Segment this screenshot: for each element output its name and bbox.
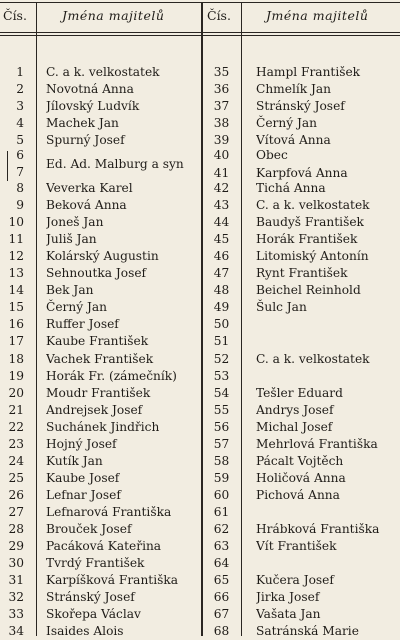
lot-number: 3	[16, 99, 24, 114]
lot-number: 7	[16, 165, 24, 179]
header-owners-left: Jména majitelů	[62, 8, 165, 23]
lot-number: 34	[8, 624, 24, 639]
table-row	[0, 196, 400, 214]
owner-name: Stránský Josef	[46, 590, 135, 605]
lot-number: 8	[16, 181, 24, 195]
owner-name	[256, 332, 398, 350]
lot-number: 50	[213, 317, 230, 332]
table-row	[0, 486, 400, 504]
header-number-right: Čís.	[207, 8, 231, 23]
table-row	[0, 264, 400, 282]
lot-number: 62	[213, 522, 230, 536]
table-row	[0, 97, 400, 115]
lot-number: 25	[8, 470, 24, 485]
lot-number: 59	[213, 470, 230, 485]
table-row	[0, 384, 400, 402]
owner-name: Machek Jan	[46, 116, 119, 131]
lot-number: 32	[8, 590, 24, 605]
owner-name	[256, 315, 398, 333]
lot-number: 51	[213, 334, 230, 349]
lot-number: 6	[16, 148, 24, 162]
table-row	[0, 230, 400, 248]
lot-number: 44	[213, 215, 230, 230]
table-row	[0, 452, 400, 470]
owner-name: Beichel Reinhold	[256, 283, 361, 298]
table-row	[0, 247, 400, 265]
table-row	[0, 315, 400, 333]
lot-number: 22	[8, 419, 24, 434]
lot-number: 27	[8, 504, 24, 519]
owner-name: Pácalt Vojtěch	[256, 453, 344, 468]
owner-name: Vít František	[256, 539, 337, 554]
lot-number: 64	[213, 556, 230, 571]
owner-name: Kaube Josef	[46, 470, 120, 485]
table-row	[0, 63, 400, 81]
table-row	[0, 554, 400, 572]
lot-number: 4	[16, 116, 24, 131]
table-row	[0, 80, 400, 98]
lot-number: 17	[8, 334, 24, 349]
owner-name: C. a k. velkostatek	[256, 198, 370, 213]
owner-name: Bek Jan	[46, 283, 94, 298]
owner-name: Obec	[256, 148, 288, 162]
lot-number: 23	[8, 436, 24, 451]
lot-number: 66	[213, 590, 230, 605]
owner-name: Baudyš František	[256, 215, 364, 230]
owner-name: Moudr František	[46, 385, 151, 400]
owner-name: Vašata Jan	[256, 607, 321, 622]
owner-name	[256, 503, 398, 521]
lot-number: 58	[213, 453, 230, 468]
lot-number: 46	[213, 249, 230, 264]
owner-name: Karpfová Anna	[256, 166, 348, 180]
lot-number: 9	[16, 198, 24, 213]
lot-number: 43	[213, 198, 230, 213]
lot-number: 54	[213, 385, 230, 400]
lot-number: 29	[8, 539, 24, 554]
table-row	[0, 179, 400, 197]
owner-name: Tvrdý František	[46, 556, 145, 571]
lot-number: 14	[8, 283, 24, 298]
table-row	[0, 401, 400, 419]
lot-number: 24	[8, 453, 24, 468]
owner-name: Chmelík Jan	[256, 82, 331, 97]
owner-name: Satránská Marie	[256, 624, 359, 639]
lot-number: 10	[8, 215, 24, 230]
header-owners-right: Jména majitelů	[266, 8, 369, 23]
lot-number: 68	[213, 624, 230, 639]
lot-number: 60	[213, 487, 230, 502]
owner-name: Karpíšková Františka	[46, 573, 178, 588]
owner-name: Michal Josef	[256, 419, 333, 434]
lot-number: 57	[213, 436, 230, 451]
owner-name: Vachek František	[46, 351, 154, 366]
lot-number: 13	[8, 266, 24, 281]
owner-name: Vítová Anna	[256, 133, 331, 148]
lot-number: 16	[8, 317, 24, 332]
table-row	[0, 418, 400, 436]
lot-number: 61	[213, 504, 230, 519]
owner-name: Lefnarová Františka	[46, 504, 172, 519]
table-row	[0, 622, 400, 640]
owner-name: Jirka Josef	[256, 590, 320, 605]
lot-number: 48	[213, 283, 230, 298]
header-number-left: Čís.	[3, 8, 27, 23]
owner-name: Joneš Jan	[46, 215, 104, 230]
owner-name: Šulc Jan	[256, 300, 307, 315]
lot-number: 37	[213, 99, 230, 114]
owner-name	[256, 367, 398, 385]
table-row	[0, 367, 400, 385]
table-row	[0, 213, 400, 231]
table-row	[0, 131, 400, 149]
owner-name: Ruffer Josef	[46, 317, 119, 332]
lot-number: 21	[8, 402, 24, 417]
lot-number: 20	[8, 385, 24, 400]
owner-name: Černý Jan	[46, 300, 107, 315]
lot-number: 39	[213, 133, 230, 148]
owner-name: Horák Fr. (zámečník)	[46, 368, 177, 383]
lot-number: 15	[8, 300, 24, 315]
table-row	[0, 571, 400, 589]
owner-name: Tichá Anna	[256, 181, 326, 195]
table-row	[0, 114, 400, 132]
owner-name: Horák František	[256, 232, 358, 247]
lot-number: 38	[213, 116, 230, 131]
owner-name: Spurný Josef	[46, 133, 125, 148]
table-row	[0, 588, 400, 606]
lot-number: 26	[8, 487, 24, 502]
owner-name: Skořepa Václav	[46, 607, 141, 622]
lot-number: 67	[213, 607, 230, 622]
lot-number: 47	[213, 266, 230, 281]
owner-name: Jílovský Ludvík	[46, 99, 140, 114]
table-row	[0, 435, 400, 453]
lot-number: 5	[16, 133, 24, 148]
lot-number: 45	[213, 232, 230, 247]
owner-name	[256, 554, 398, 572]
table-row	[0, 298, 400, 316]
lot-number: 35	[213, 65, 230, 79]
owner-name: C. a k. velkostatek	[46, 65, 160, 79]
owner-name: Andrys Josef	[256, 402, 334, 417]
lot-number: 41	[213, 166, 230, 180]
lot-number: 30	[8, 556, 24, 571]
owner-name: Kutík Jan	[46, 453, 103, 468]
owner-name: Pacáková Kateřina	[46, 539, 162, 554]
owner-name: Hampl František	[256, 65, 361, 79]
lot-number: 36	[213, 82, 230, 97]
lot-number: 65	[213, 573, 230, 588]
top-rule	[0, 2, 400, 3]
lot-number: 55	[213, 402, 230, 417]
lot-number: 40	[213, 148, 230, 162]
owner-name: Hojný Josef	[46, 436, 117, 451]
lot-number: 1	[16, 65, 24, 79]
owner-name: Černý Jan	[256, 116, 317, 131]
owner-name: Beková Anna	[46, 198, 127, 213]
owner-name: Litomiský Antonín	[256, 249, 369, 264]
table-row	[0, 469, 400, 487]
owner-name: Rynt František	[256, 266, 348, 281]
lot-number: 49	[213, 300, 230, 315]
owner-name: Kaube František	[46, 334, 149, 349]
lot-number: 12	[8, 249, 24, 264]
owner-name: Novotná Anna	[46, 82, 134, 97]
lot-number: 56	[213, 419, 230, 434]
owner-name: Brouček Josef	[46, 522, 132, 536]
lot-number: 18	[8, 351, 24, 366]
table-row	[0, 605, 400, 623]
lot-number: 53	[213, 368, 230, 383]
header-rule-double	[0, 35, 400, 36]
header-rule	[0, 32, 400, 33]
owner-name: Tešler Eduard	[256, 385, 343, 400]
owner-name: Veverka Karel	[46, 181, 133, 195]
table-row	[0, 332, 400, 350]
lot-number: 2	[16, 82, 24, 97]
lot-number: 52	[213, 351, 230, 366]
owner-name: Holičová Anna	[256, 470, 346, 485]
owner-name: Pichová Anna	[256, 487, 340, 502]
owner-name: Juliš Jan	[46, 232, 97, 247]
table-row	[0, 350, 400, 368]
lot-number: 33	[8, 607, 24, 622]
owner-name: Suchánek Jindřich	[46, 419, 160, 434]
owner-name: Hrábková Františka	[256, 522, 380, 536]
lot-number: 28	[8, 522, 24, 536]
lot-number: 19	[8, 368, 24, 383]
table-row	[0, 520, 400, 538]
table-row	[0, 281, 400, 299]
owner-name: Kučera Josef	[256, 573, 334, 588]
lot-number: 31	[8, 573, 24, 588]
lot-number: 63	[213, 539, 230, 554]
owner-name: Andrejsek Josef	[46, 402, 143, 417]
table-row	[0, 503, 400, 521]
lot-number: 11	[8, 232, 24, 247]
owner-name: Sehnoutka Josef	[46, 266, 147, 281]
owner-name: Kolárský Augustin	[46, 249, 159, 264]
lot-number: 42	[213, 181, 230, 195]
owner-name: Lefnar Josef	[46, 487, 121, 502]
table-row	[0, 537, 400, 555]
owner-name: Ed. Ad. Malburg a syn	[46, 157, 184, 171]
owner-name: Mehrlová Františka	[256, 436, 378, 451]
owner-name: Isaides Alois	[46, 624, 124, 639]
owner-name: C. a k. velkostatek	[256, 351, 370, 366]
owner-name: Stránský Josef	[256, 99, 345, 114]
